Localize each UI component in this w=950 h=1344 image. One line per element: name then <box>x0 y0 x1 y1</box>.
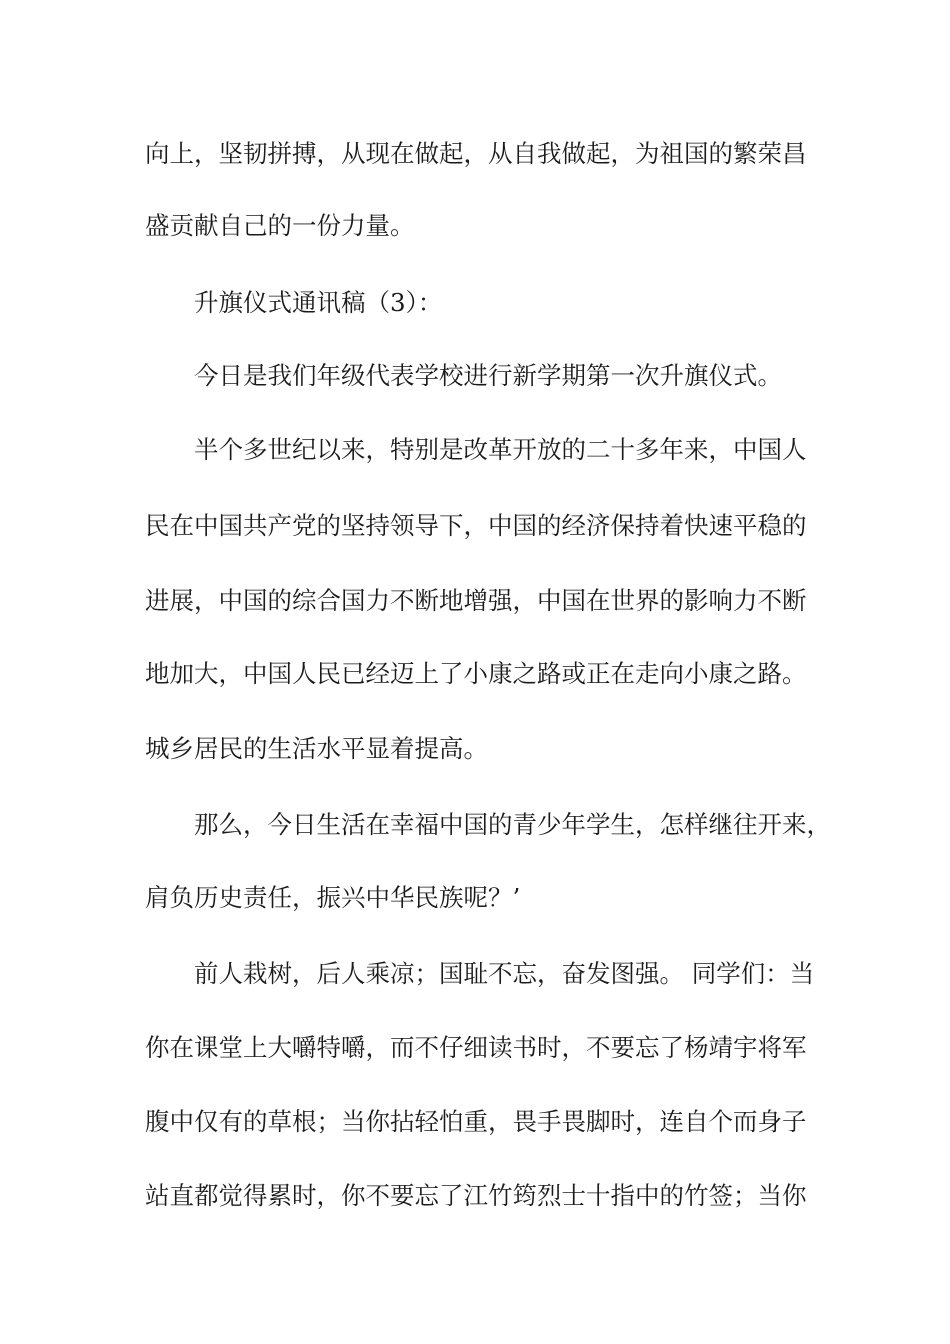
text-line: 那么，今日生活在幸福中国的青少年学生，怎样继往开来， <box>194 810 831 839</box>
text-line: 地加大，中国人民已经迈上了小康之路或正在走向小康之路。 <box>145 659 807 688</box>
text-line: 盛贡献自己的一份力量。 <box>145 211 415 240</box>
text-line: 前人栽树，后人乘凉；国耻不忘，奋发图强。 同学们：当 <box>194 959 815 988</box>
text-line: 你在课堂上大嚼特嚼，而不仔细读书时，不要忘了杨靖宇将军 <box>145 1033 807 1062</box>
text-line: 站直都觉得累时，你不要忘了江竹筠烈士十指中的竹签；当你 <box>145 1181 807 1210</box>
text-line: 向上，坚韧拼搏，从现在做起，从自我做起，为祖国的繁荣昌 <box>145 139 807 168</box>
section-heading: 升旗仪式通讯稿（3）： <box>194 288 443 317</box>
text-line: 腹中仅有的草根；当你拈轻怕重，畏手畏脚时，连自个而身子 <box>145 1107 807 1136</box>
text-line: 城乡居民的生活水平显着提高。 <box>145 734 488 763</box>
text-line: 进展，中国的综合国力不断地增强，中国在世界的影响力不断 <box>145 586 807 615</box>
text-line: 肩负历史责任，振兴中华民族呢？’ <box>145 883 521 912</box>
text-line: 半个多世纪以来，特别是改革开放的二十多年来，中国人 <box>194 435 807 464</box>
text-line: 民在中国共产党的坚持领导下，中国的经济保持着快速平稳的 <box>145 511 807 540</box>
text-line: 今日是我们年级代表学校进行新学期第一次升旗仪式。 <box>194 361 782 390</box>
